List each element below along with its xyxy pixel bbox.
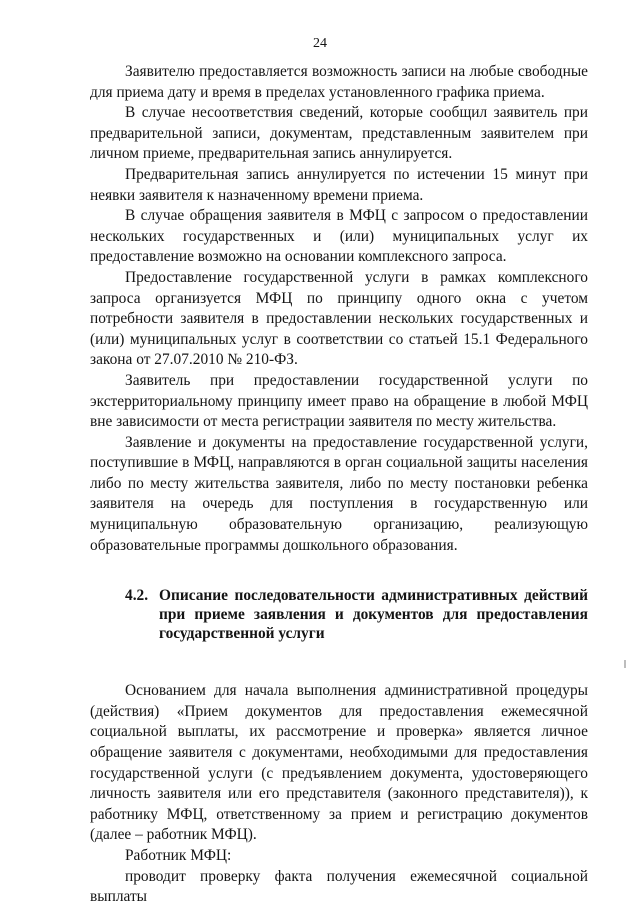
- section-heading: [90, 586, 588, 643]
- margin-mark: [624, 660, 626, 668]
- section-spacer: [90, 643, 588, 681]
- paragraph-one-window-principle: Предоставление государственной услуги в рамках комплексного запроса организуется МФЦ по принципу одного окна с учетом потребности заявителя в предоставлении нескольких государственных и (или) муниципальных услуг в соответствии со статьей 15.1 Федерального закона от 27.07.2010 № 210-ФЗ.: [90, 268, 588, 369]
- paragraph-mfc-worker: Работник МФЦ:: [125, 847, 232, 864]
- paragraph-appointment-any-time: Заявителю предоставляется возможность записи на любые свободные для приема дату и время в пределах установленного графика приема.: [90, 63, 588, 101]
- section-number: 4.2.: [125, 587, 149, 605]
- paragraph-cancellation-15-minutes: Предварительная запись аннулируется по истечении 15 минут при неявки заявителя к назначенному времени приема.: [90, 165, 588, 204]
- paragraph-procedure-basis: Основанием для начала выполнения административной процедуры (действия) «Прием документов для предоставления ежемесячной социальной выплаты, их рассмотрение и проверка» является личное обращение заявителя с документами, необходимыми для предоставления государственной услуги (с предъявлением документа, удостоверяющего личность заявителя или его представителя (законного представителя)), к работнику МФЦ, ответственному за прием и регистрацию документов (далее – работник МФЦ).: [90, 682, 588, 844]
- paragraph-verification: проводит проверку факта получения ежемесячной социальной выплаты: [90, 867, 588, 906]
- paragraph-extraterritorial-principle: Заявитель при предоставлении государственной услуги по экстерриториальному принципу имеет право на обращение в любой МФЦ вне зависимости от места регистрации заявителя по месту жительства.: [90, 371, 588, 431]
- section-title: Описание последовательности административных действий при приеме заявления и документов для предоставления государственной услуги: [159, 587, 588, 643]
- paragraph-inconsistent-data: В случае несоответствия сведений, которые сообщил заявитель при предварительной записи, документам, представленным заявителем при личном приеме, предварительная запись аннулируется.: [90, 104, 588, 163]
- page-number: 24: [313, 36, 327, 51]
- document-body: [90, 62, 588, 908]
- paragraph-complex-request: В случае обращения заявителя в МФЦ с запросом о предоставлении нескольких государственных и (или) муниципальных услуг их предоставление возможно на основании комплексного запроса.: [90, 207, 588, 266]
- paragraph-documents-forwarding: Заявление и документы на предоставление государственной услуги, поступившие в МФЦ, направляются в орган социальной защиты населения либо по месту жительства заявителя, либо по месту постановки ребенка заявителя на очередь для поступления в государственную или муниципальную образовательную организацию, реализующую образовательные программы дошкольного образования.: [90, 433, 588, 554]
